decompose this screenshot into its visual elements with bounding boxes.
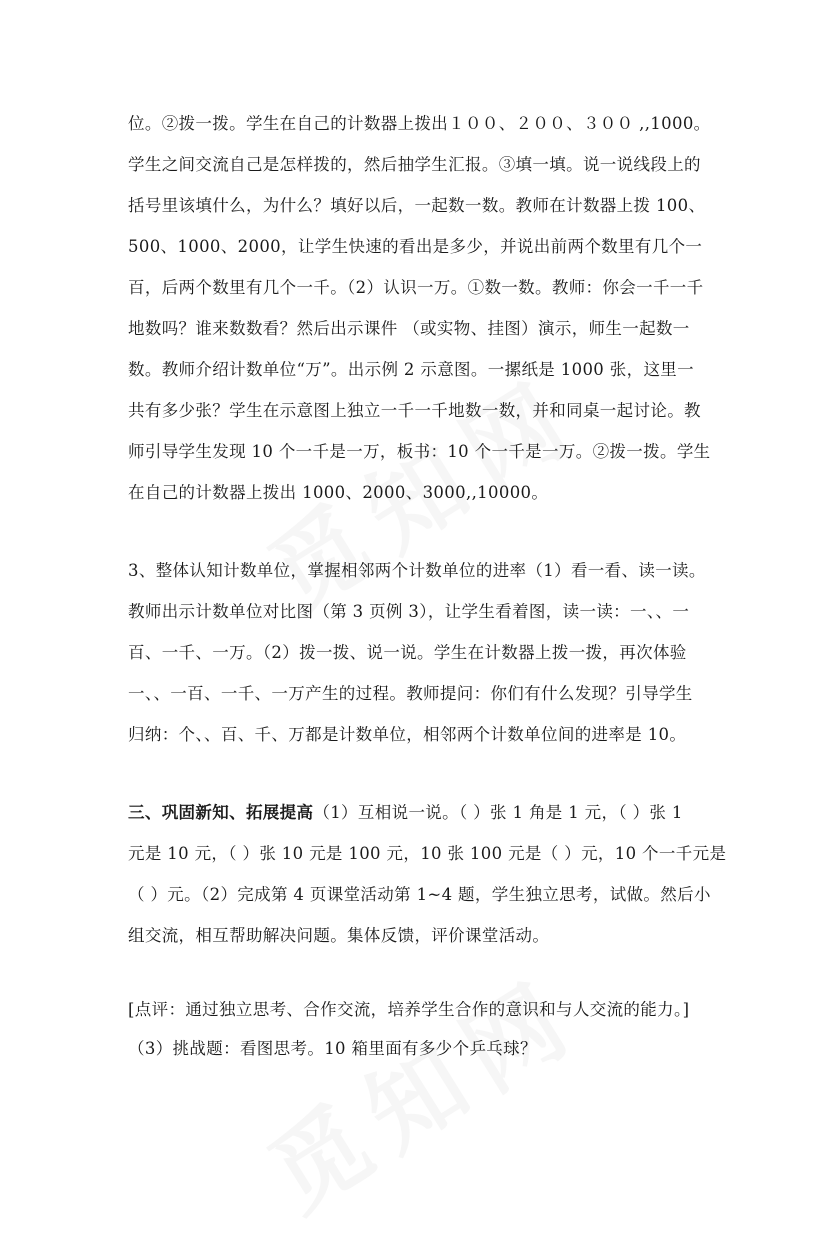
paragraph-line: 元是 10 元，（ ）张 10 元是 100 元，10 张 100 元是（ ）元，10 个一千元是	[128, 844, 727, 863]
paragraph-line: 共有多少张？学生在示意图上独立一千一千地数一数，并和同桌一起讨论。教	[128, 401, 701, 420]
paragraph-line: 3、整体认知计数单位，掌握相邻两个计数单位的进率（1）看一看、读一读。	[128, 561, 706, 580]
paragraph-line: 在自己的计数器上拨出 1000、2000、3000,,10000。	[128, 483, 549, 502]
paragraph-line: 数。教师介绍计数单位“万”。出示例 2 示意图。一摞纸是 1000 张，这里一	[128, 360, 694, 379]
paragraph-line: （ ）元。（2）完成第 4 页课堂活动第 1~4 题，学生独立思考，试做。然后小	[128, 885, 711, 904]
watermark-logo-bottom	[240, 940, 603, 1237]
paragraph-line: 位。②拨一拨。学生在自己的计数器上拨出１００、２００、３００ ,,1000。	[128, 114, 711, 133]
paragraph-line: 百、一千、一万。（2）拨一拨、说一说。学生在计数器上拨一拨，再次体验	[128, 643, 687, 662]
paragraph-line: 括号里该填什么，为什么？填好以后，一起数一数。教师在计数器上拨 100、	[128, 196, 706, 215]
section-heading: 三、巩固新知、拓展提高	[128, 803, 314, 822]
paragraph-line: 学生之间交流自己是怎样拨的，然后抽学生汇报。③填一填。说一说线段上的	[128, 155, 701, 174]
paragraph-line: 500、1000、2000，让学生快速的看出是多少，并说出前两个数里有几个一	[128, 237, 703, 256]
paragraph-line: 归纳：个、、百、千、万都是计数单位，相邻两个计数单位间的进率是 10。	[128, 725, 687, 744]
paragraph-line: 教师出示计数单位对比图（第 3 页例 3），让学生看着图，读一读：一、、一	[128, 602, 690, 621]
comment-line: [点评：通过独立思考、合作交流，培养学生合作的意识和与人交流的能力。]	[128, 1000, 690, 1019]
paragraph-line: 一、、一百、一千、一万产生的过程。教师提问：你们有什么发现？引导学生	[128, 684, 693, 703]
paragraph-text: （1）互相说一说。（ ）张 1 角是 1 元，（ ）张 1	[313, 803, 683, 822]
paragraph-line: 师引导学生发现 10 个一千是一万，板书：10 个一千是一万。②拨一拨。学生	[128, 442, 711, 461]
paragraph-line: 组交流，相互帮助解决问题。集体反馈，评价课堂活动。	[128, 926, 550, 945]
paragraph-line: （3）挑战题：看图思考。10 箱里面有多少个乒乓球？	[128, 1039, 537, 1058]
paragraph-line: 地数吗？谁来数数看？然后出示课件 （或实物、挂图）演示，师生一起数一	[128, 319, 690, 338]
paragraph-line: 百，后两个数里有几个一千。（2）认识一万。①数一数。教师：你会一千一千	[128, 278, 704, 297]
paragraph-line-with-heading	[128, 801, 708, 825]
